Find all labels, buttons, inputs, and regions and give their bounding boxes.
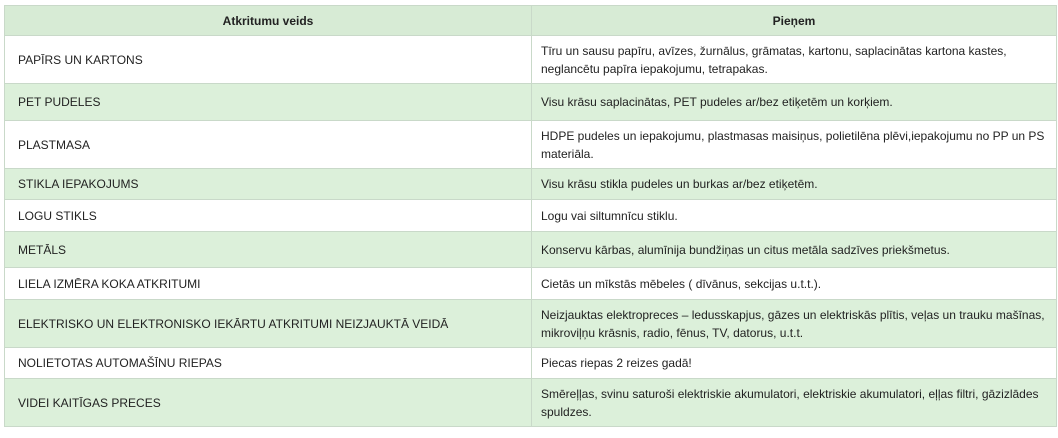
accepts-cell: HDPE pudeles un iepakojumu, plastmasas maisiņus, polietilēna plēvi,iepakojumu no PP un PS materiāla. <box>532 121 1057 169</box>
waste-type-cell: PLASTMASA <box>5 121 532 169</box>
accepts-cell: Visu krāsu stikla pudeles un burkas ar/bez etiķetēm. <box>532 169 1057 200</box>
table-row <box>5 169 1057 200</box>
column-header-waste-type: Atkritumu veids <box>5 6 532 36</box>
accepts-cell: Visu krāsu saplacinātas, PET pudeles ar/bez etiķetēm un korķiem. <box>532 84 1057 121</box>
accepts-cell: Tīru un sausu papīru, avīzes, žurnālus, grāmatas, kartonu, saplacinātas kartona kastes, neglancētu papīra iepakojumu, tetrapakas. <box>532 36 1057 84</box>
waste-type-cell: PET PUDELES <box>5 84 532 121</box>
table-row <box>5 84 1057 121</box>
accepts-cell: Logu vai siltumnīcu stiklu. <box>532 200 1057 232</box>
waste-type-cell: VIDEI KAITĪGAS PRECES <box>5 379 532 427</box>
table-row <box>5 36 1057 84</box>
table-row <box>5 200 1057 232</box>
table-header-row <box>5 6 1057 36</box>
waste-type-cell: ELEKTRISKO UN ELEKTRONISKO IEKĀRTU ATKRITUMI NEIZJAUKTĀ VEIDĀ <box>5 300 532 348</box>
table-row <box>5 121 1057 169</box>
accepts-cell: Piecas riepas 2 reizes gadā! <box>532 348 1057 379</box>
column-header-accepts: Pieņem <box>532 6 1057 36</box>
table-row <box>5 268 1057 300</box>
accepts-cell: Neizjauktas elektropreces – ledusskapjus, gāzes un elektriskās plītis, veļas un trauku mašīnas, mikroviļņu krāsnis, radio, fēnus, TV, datorus, u.t.t. <box>532 300 1057 348</box>
waste-type-cell: PAPĪRS UN KARTONS <box>5 36 532 84</box>
accepts-cell: Smērеļļas, svinu saturoši elektriskie akumulatori, elektriskie akumulatori, eļļas filtri, gāzizlādes spuldzes. <box>532 379 1057 427</box>
accepts-cell: Cietās un mīkstās mēbeles ( dīvānus, sekcijas u.t.t.). <box>532 268 1057 300</box>
waste-type-cell: LIELA IZMĒRA KOKA ATKRITUMI <box>5 268 532 300</box>
waste-acceptance-table <box>4 5 1057 427</box>
waste-type-cell: LOGU STIKLS <box>5 200 532 232</box>
waste-type-cell: STIKLA IEPAKOJUMS <box>5 169 532 200</box>
waste-type-cell: METĀLS <box>5 232 532 268</box>
table-row <box>5 348 1057 379</box>
waste-type-cell: NOLIETOTAS AUTOMAŠĪNU RIEPAS <box>5 348 532 379</box>
accepts-cell: Konservu kārbas, alumīnija bundžiņas un citus metāla sadzīves priekšmetus. <box>532 232 1057 268</box>
table-row <box>5 232 1057 268</box>
table-row <box>5 300 1057 348</box>
table-row <box>5 379 1057 427</box>
